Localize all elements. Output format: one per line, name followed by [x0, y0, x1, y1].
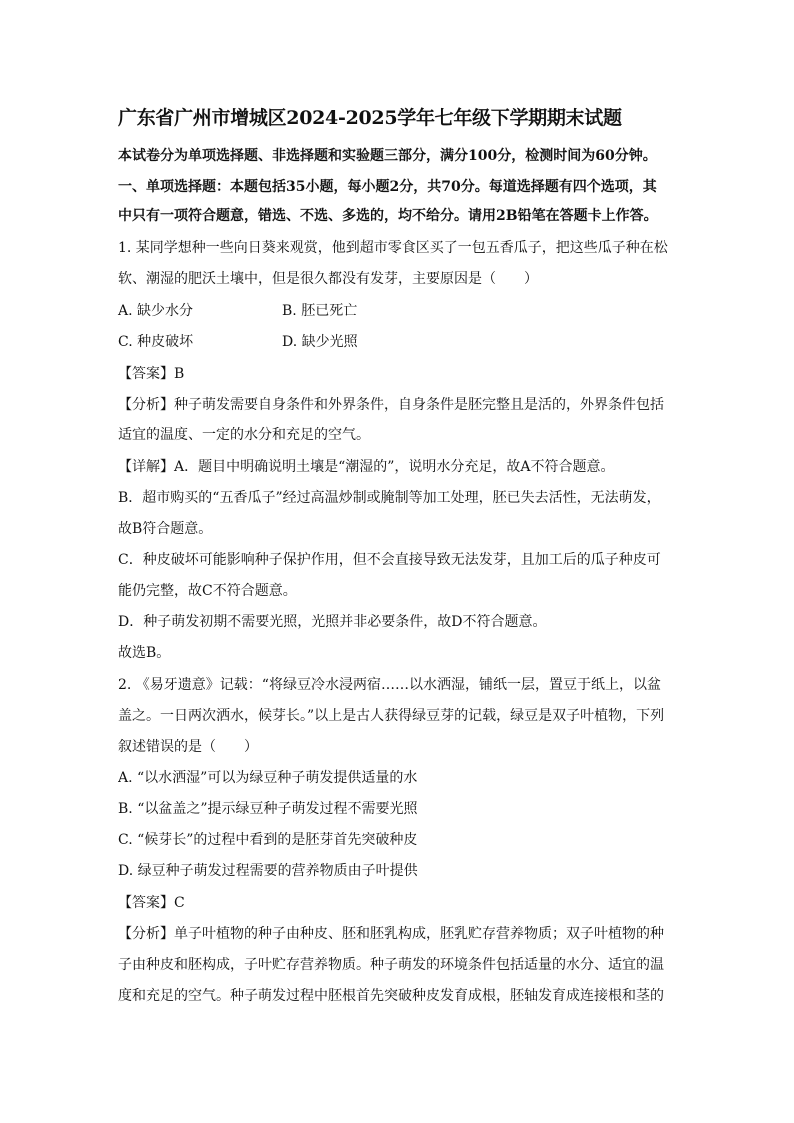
q1-option-a: A. 缺少水分 — [118, 303, 194, 319]
section-heading-line-2: 中只有一项符合题意，错选、不选、多选的，均不给分。请用2B铅笔在答题卡上作答。 — [118, 208, 658, 224]
q2-stem-line-2: 盖之。一日两次洒水，候芽长。”以上是古人获得绿豆芽的记载，绿豆是双子叶植物，下列 — [118, 708, 665, 724]
q2-option-a: A. “以水洒湿”可以为绿豆种子萌发提供适量的水 — [118, 770, 418, 786]
q1-detail-line-1: 【详解】A．题目中明确说明土壤是“潮湿的”，说明水分充足，故A不符合题意。 — [118, 459, 615, 475]
q1-option-b: B. 胚已死亡 — [282, 303, 358, 319]
q1-detail-line-5: 能仍完整，故C不符合题意。 — [118, 583, 297, 599]
q1-answer: 【答案】B — [118, 366, 185, 382]
q1-option-d: D. 缺少光照 — [282, 334, 358, 350]
q2-option-d: D. 绿豆种子萌发过程需要的营养物质由子叶提供 — [118, 863, 418, 879]
q1-analysis-line-2: 适宜的温度、一定的水分和充足的空气。 — [118, 427, 370, 443]
q2-stem-line-1: 2. 《易牙遗意》记载：“将绿豆冷水浸两宿……以水洒湿，铺纸一层，置豆于纸上，以盆 — [118, 677, 661, 693]
section-heading-line-1: 一、单项选择题：本题包括35小题，每小题2分，共70分。每道选择题有四个选项，其 — [118, 179, 657, 195]
exam-intro: 本试卷分为单项选择题、非选择题和实验题三部分，满分100分，检测时间为60分钟。 — [118, 148, 657, 164]
q2-analysis-line-1: 【分析】单子叶植物的种子由种皮、胚和胚乳构成，胚乳贮存营养物质；双子叶植物的种 — [118, 926, 664, 942]
q2-stem-line-3: 叙述错误的是（ ） — [118, 739, 258, 755]
page-title: 广东省广州市增城区2024-2025学年七年级下学期期末试题 — [118, 107, 622, 129]
q1-option-c: C. 种皮破坏 — [118, 334, 194, 350]
q2-analysis-line-2: 子由种皮和胚构成，子叶贮存营养物质。种子萌发的环境条件包括适量的水分、适宜的温 — [118, 957, 664, 973]
q1-detail-line-4: C．种皮破坏可能影响种子保护作用，但不会直接导致无法发芽，且加工后的瓜子种皮可 — [118, 552, 661, 568]
q2-option-c: C. “候芽长”的过程中看到的是胚芽首先突破种皮 — [118, 832, 418, 848]
q1-analysis-line-1: 【分析】种子萌发需要自身条件和外界条件，自身条件是胚完整且是活的，外界条件包括 — [118, 397, 664, 413]
q1-detail-line-3: 故B符合题意。 — [118, 521, 213, 537]
q2-analysis-line-3: 度和充足的空气。种子萌发过程中胚根首先突破种皮发育成根，胚轴发育成连接根和茎的 — [118, 988, 664, 1004]
q1-detail-line-6: D．种子萌发初期不需要光照，光照并非必要条件，故D不符合题意。 — [118, 614, 547, 630]
q1-stem-line-1: 1. 某同学想种一些向日葵来观赏，他到超市零食区买了一包五香瓜子，把这些瓜子种在松 — [118, 240, 668, 256]
q1-conclusion: 故选B。 — [118, 645, 171, 661]
q2-answer: 【答案】C — [118, 895, 185, 911]
q1-detail-line-2: B．超市购买的“五香瓜子”经过高温炒制或腌制等加工处理，胚已失去活性，无法萌发， — [118, 490, 661, 506]
q1-stem-line-2: 软、潮湿的肥沃土壤中，但是很久都没有发芽，主要原因是（ ） — [118, 271, 538, 287]
q2-option-b: B. “以盆盖之”提示绿豆种子萌发过程不需要光照 — [118, 801, 418, 817]
